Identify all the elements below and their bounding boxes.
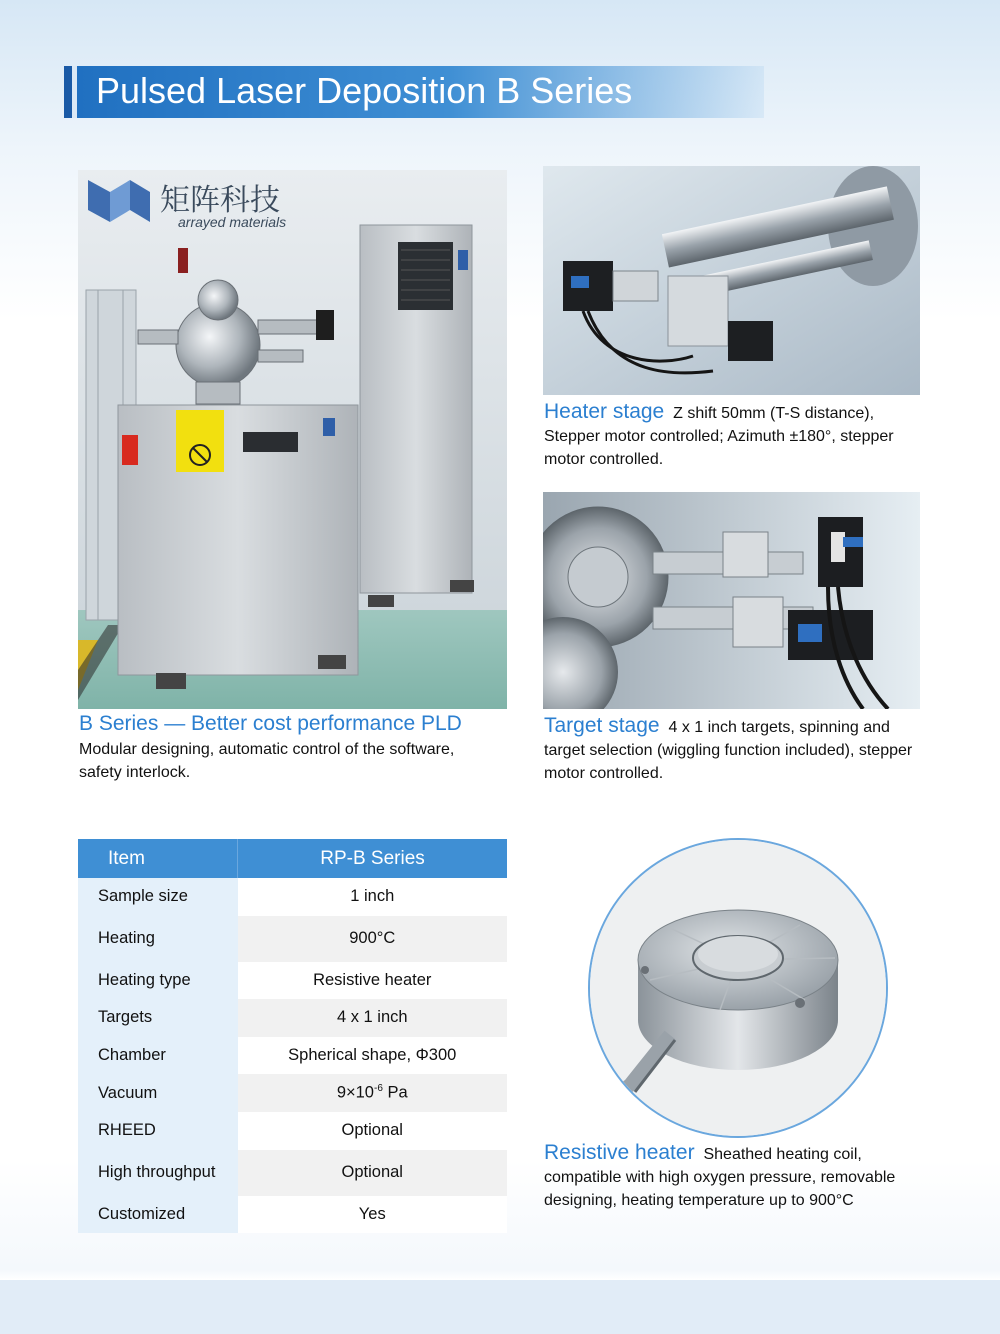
row-value: Optional: [238, 1150, 508, 1196]
row-key: Targets: [78, 999, 238, 1037]
target-stage-caption-body: 4 x 1 inch targets, spinning and target selection (wiggling function included), stepper motor controlled.: [544, 719, 913, 782]
table-row: [78, 1074, 507, 1112]
table-row: [78, 999, 507, 1037]
resistive-heater-caption-body: Sheathed heating coil, compatible with high oxygen pressure, removable designing, heating temperature up to 900°C: [544, 1146, 896, 1209]
logo-english: arrayed materials: [178, 214, 287, 230]
main-system-caption-title: B Series — Better cost performance PLD: [79, 712, 462, 735]
table-header-series: RP-B Series: [238, 839, 508, 878]
row-key: Chamber: [78, 1037, 238, 1075]
resistive-heater-photo: [588, 838, 888, 1138]
table-row: [78, 1037, 507, 1075]
row-key: RHEED: [78, 1112, 238, 1150]
page-title-bar: [64, 66, 764, 118]
row-value: 900°C: [238, 916, 508, 962]
table-row: [78, 962, 507, 1000]
row-key: Vacuum: [78, 1074, 238, 1112]
table-row: [78, 878, 507, 916]
title-accent: [64, 66, 72, 118]
page-title: Pulsed Laser Deposition B Series: [96, 70, 633, 111]
row-value: Resistive heater: [238, 962, 508, 1000]
footer-band: [0, 1280, 1000, 1334]
main-system-photo: [78, 170, 507, 709]
row-key: High throughput: [78, 1150, 238, 1196]
spec-table-wrapper: [78, 839, 507, 1233]
row-key: Sample size: [78, 878, 238, 916]
target-stage-photo: [543, 492, 920, 709]
main-system-caption-body: Modular designing, automatic control of the software, safety interlock.: [79, 741, 455, 781]
target-stage-caption: [544, 714, 934, 785]
target-stage-caption-title: Target stage: [544, 714, 660, 737]
resistive-heater-caption-title: Resistive heater: [544, 1141, 695, 1164]
row-value: 4 x 1 inch: [238, 999, 508, 1037]
heater-stage-caption-title: Heater stage: [544, 400, 665, 423]
vacuum-base: 9×10: [336, 1083, 374, 1102]
table-row: [78, 916, 507, 962]
row-value: Spherical shape, Φ300: [238, 1037, 508, 1075]
table-row: [78, 1112, 507, 1150]
vacuum-unit: Pa: [382, 1083, 408, 1102]
heater-stage-photo: [543, 166, 920, 395]
resistive-heater-caption: [544, 1141, 934, 1212]
row-value: Yes: [238, 1196, 508, 1234]
vacuum-exponent: -6: [373, 1083, 383, 1095]
row-key: Heating: [78, 916, 238, 962]
table-row: [78, 1150, 507, 1196]
logo-chinese: 矩阵科技: [160, 183, 280, 218]
row-key: Customized: [78, 1196, 238, 1234]
heater-stage-caption: [544, 400, 934, 471]
heater-stage-caption-body: Z shift 50mm (T-S distance), Stepper motor controlled; Azimuth ±180°, stepper motor controlled.: [544, 405, 894, 468]
row-key: Heating type: [78, 962, 238, 1000]
table-row: [78, 1196, 507, 1234]
row-value: 1 inch: [238, 878, 508, 916]
row-value: Optional: [238, 1112, 508, 1150]
row-value: [238, 1074, 508, 1112]
spec-table: [78, 839, 507, 1233]
table-header-item: Item: [78, 839, 238, 878]
